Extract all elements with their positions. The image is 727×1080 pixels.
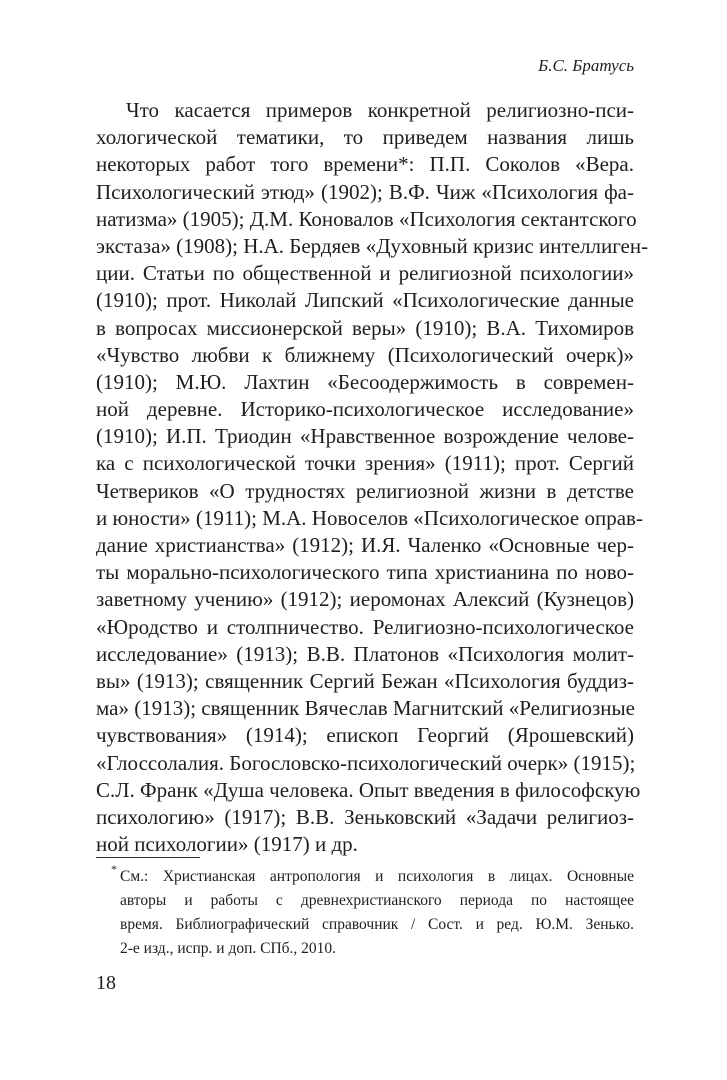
text-line: Психологический этюд» (1902); В.Ф. Чиж «Психология фа- [96, 179, 634, 204]
footnote-line: См.: Христианская антропология и психология в лицах. Основные [120, 868, 634, 885]
text-line: экстаза» (1908); Н.А. Бердяев «Духовный кризис интеллиген- [96, 233, 649, 258]
text-line: исследование» (1913); В.В. Платонов «Психология молит- [96, 641, 634, 666]
footnote-line: 2-е изд., испр. и доп. СПб., 2010. [120, 940, 337, 957]
text-line: вы» (1913); священник Сергий Бежан «Психология буддиз- [96, 668, 634, 693]
text-line: ма» (1913); священник Вячеслав Магнитский «Религиозные [96, 696, 635, 721]
text-line: ной психологии» (1917) и др. [96, 832, 358, 857]
text-line: (1910); И.П. Триодин «Нравственное возрождение челове- [96, 424, 634, 449]
text-line: (1910); прот. Николай Липский «Психологические данные [96, 288, 634, 313]
text-line: и юности» (1911); М.А. Новоселов «Психологическое оправ- [96, 505, 643, 530]
text-line: С.Л. Франк «Душа человека. Опыт введения в философскую [96, 777, 641, 802]
text-line: психологию» (1917); В.В. Зеньковский «Задачи религиоз- [96, 804, 634, 829]
text-line: натизма» (1905); Д.М. Коновалов «Психология сектантского [96, 206, 637, 231]
page-number: 18 [96, 972, 116, 994]
text-line: хологической тематики, то приведем названия лишь [96, 125, 634, 150]
text-line: ты морально-психологического типа христианина по ново- [96, 560, 634, 585]
text-line: (1910); М.Ю. Лахтин «Бесоодержимость в современ- [96, 369, 634, 394]
text-line: чувствования» (1914); епископ Георгий (Ярошевский) [96, 723, 634, 748]
footnote-line: время. Библиографический справочник / Сост. и ред. Ю.М. Зенько. [120, 916, 634, 933]
footnote-divider [96, 857, 200, 858]
text-line: некоторых работ того времени*: П.П. Соколов «Вера. [96, 152, 634, 177]
text-line: ка с психологической точки зрения» (1911); прот. Сергий [96, 451, 634, 476]
body-text [96, 97, 649, 858]
text-line: Что касается примеров конкретной религиозно-пси- [126, 98, 634, 122]
text-line: ции. Статьи по общественной и религиозной психологии» [96, 261, 634, 286]
running-header-author: Б.С. Братусь [538, 56, 634, 75]
text-line: Четвериков «О трудностях религиозной жизни в детстве [96, 478, 634, 503]
footnote-line: авторы и работы с древнехристианского периода по настоящее [120, 892, 634, 909]
text-line: дание христианства» (1912); И.Я. Чаленко «Основные чер- [96, 533, 634, 557]
text-line: «Чувство любви к ближнему (Психологический очерк)» [96, 342, 634, 367]
text-line: заветному учению» (1912); иеромонах Алексий (Кузнецов) [96, 587, 634, 612]
text-line: «Глоссолалия. Богословско-психологический очерк» (1915); [96, 750, 636, 775]
footnote-marker: * [111, 862, 117, 876]
footnote [111, 862, 634, 961]
text-line: ной деревне. Историко-психологическое исследование» [96, 397, 634, 422]
text-line: «Юродство и столпничество. Религиозно-психологическое [96, 614, 634, 639]
text-line: в вопросах миссионерской веры» (1910); В.А. Тихомиров [96, 315, 634, 340]
